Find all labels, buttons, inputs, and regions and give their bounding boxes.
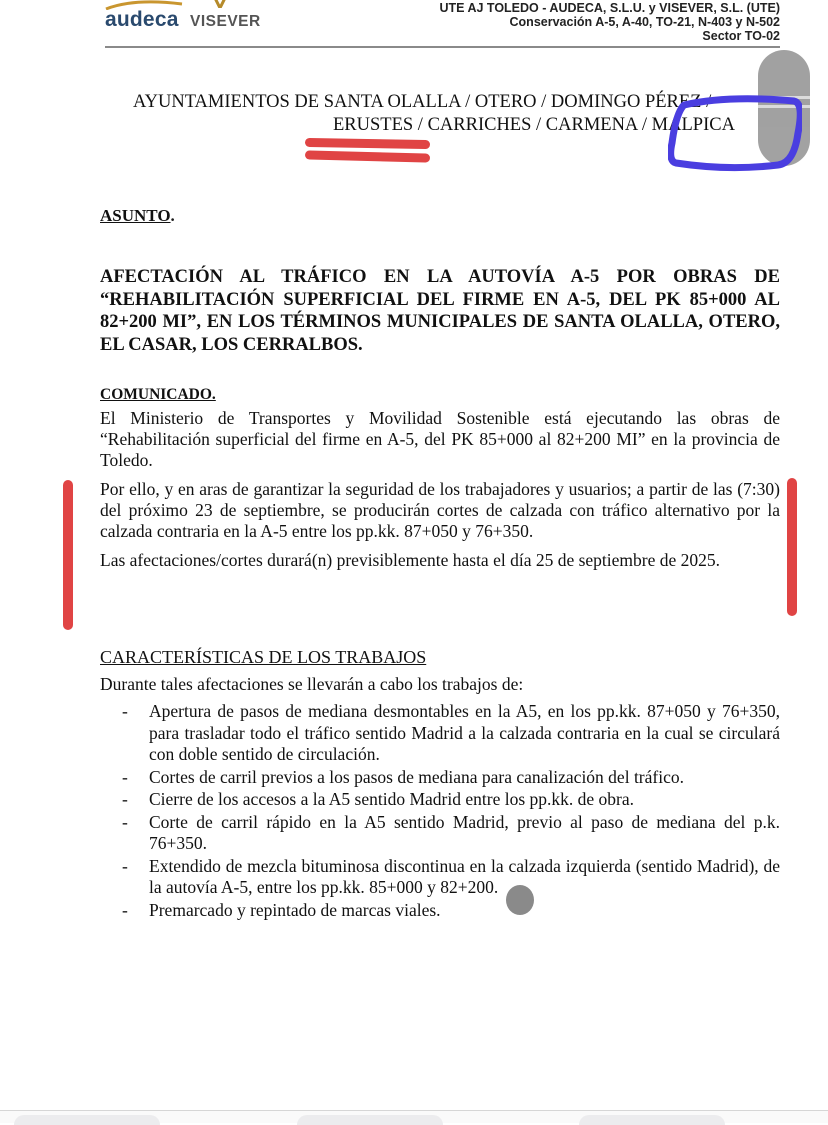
addressee-line-2: ERUSTES / CARRICHES / CARMENA / MALPICA	[333, 115, 735, 135]
bullet-dash: -	[122, 855, 128, 876]
bullet-dash: -	[122, 811, 128, 832]
bullet-dash: -	[122, 766, 128, 787]
audeca-logo: audeca	[105, 8, 179, 31]
subject-heading: ASUNTO	[100, 206, 171, 225]
document-header	[0, 0, 828, 50]
communique-heading: COMUNICADO.	[100, 386, 216, 403]
works-item-text: Extendido de mezcla bituminosa discontinua en la calzada izquierda (sentido Madrid), de la autovía A-5, entre los pp.kk. 85+000 y 82+200.	[149, 855, 780, 897]
works-intro: Durante tales afectaciones se llevarán a cabo los trabajos de:	[100, 674, 524, 694]
subject-text: AFECTACIÓN AL TRÁFICO EN LA AUTOVÍA A-5 POR OBRAS DE “REHABILITACIÓN SUPERFICIAL DEL FIRME EN A-5, DEL PK 85+000 AL 82+200 MI”, EN LOS TÉRMINOS MUNICIPALES DE SANTA OLALLA, OTERO, EL CASAR, LOS CERRALBOS.	[100, 267, 780, 355]
visever-logo: VISEVER	[190, 13, 261, 30]
header-sector-line: Sector TO-02	[702, 29, 780, 43]
communique-paragraph: Por ello, y en aras de garantizar la seguridad de los trabajadores y usuarios; a partir de las (7:30) del próximo 23 de septiembre, se producirán cortes de calzada con tráfico alternativo por la calzada contraria en la A-5 entre los pp.kk. 87+050 y 76+350.	[100, 479, 780, 541]
works-section	[100, 647, 780, 922]
bullet-dash: -	[122, 701, 128, 721]
bottom-tab-button[interactable]	[297, 1115, 443, 1125]
works-list-item	[100, 856, 780, 899]
communique-section	[100, 386, 780, 579]
bullet-dash: -	[122, 899, 128, 920]
red-vertical-mark-right	[787, 478, 797, 616]
works-list-item	[100, 767, 780, 789]
works-list-item	[100, 789, 780, 811]
works-list-item	[100, 701, 780, 766]
smudge-mark	[506, 885, 534, 915]
subject-heading-block	[100, 206, 780, 226]
works-item-text: Apertura de pasos de mediana desmontables en la A5, en los pp.kk. 87+050 y 76+350, para trasladar todo el tráfico sentido Madrid a la calzada contraria en la cual se circulará con doble sentido de circulación.	[149, 701, 780, 764]
works-list-item	[100, 900, 780, 922]
red-highlight-stroke	[305, 138, 430, 149]
works-item-text: Corte de carril rápido en la A5 sentido Madrid, previo al paso de mediana del p.k. 76+350.	[149, 811, 780, 853]
works-list	[100, 701, 780, 921]
header-company-line: UTE AJ TOLEDO - AUDECA, S.L.U. y VISEVER, S.L. (UTE)	[439, 1, 780, 15]
bottom-toolbar	[0, 1110, 828, 1123]
header-company-info	[439, 1, 780, 43]
subject-heading-period: .	[170, 206, 175, 225]
bottom-tab-button[interactable]	[14, 1115, 160, 1125]
header-contract-line: Conservación A-5, A-40, TO-21, N-403 y N-502	[509, 15, 780, 29]
works-item-text: Cortes de carril previos a los pasos de mediana para canalización del tráfico.	[149, 766, 684, 787]
works-item-text: Cierre de los accesos a la A5 sentido Madrid entre los pp.kk. de obra.	[149, 789, 635, 809]
red-highlight-stroke	[305, 150, 430, 162]
blue-circle-annotation	[668, 93, 802, 173]
addressee-line-1: AYUNTAMIENTOS DE SANTA OLALLA / OTERO / DOMINGO PÉREZ /	[133, 92, 712, 112]
works-list-item	[100, 812, 780, 855]
bullet-dash: -	[122, 789, 128, 809]
communique-paragraph: El Ministerio de Transportes y Movilidad Sostenible está ejecutando las obras de “Rehabilitación superficial del firme en A-5, del PK 85+000 al 82+200 MI” en la provincia de Toledo.	[100, 408, 780, 470]
bottom-tab-button[interactable]	[579, 1115, 725, 1125]
works-heading: CARACTERÍSTICAS DE LOS TRABAJOS	[100, 647, 427, 667]
communique-paragraph: Las afectaciones/cortes durará(n) previsiblemente hasta el día 25 de septiembre de 2025.	[100, 550, 721, 570]
red-vertical-mark-left	[63, 480, 73, 630]
visever-v-logo-icon	[213, 0, 227, 8]
works-item-text: Premarcado y repintado de marcas viales.	[149, 899, 441, 920]
header-divider	[105, 46, 780, 48]
